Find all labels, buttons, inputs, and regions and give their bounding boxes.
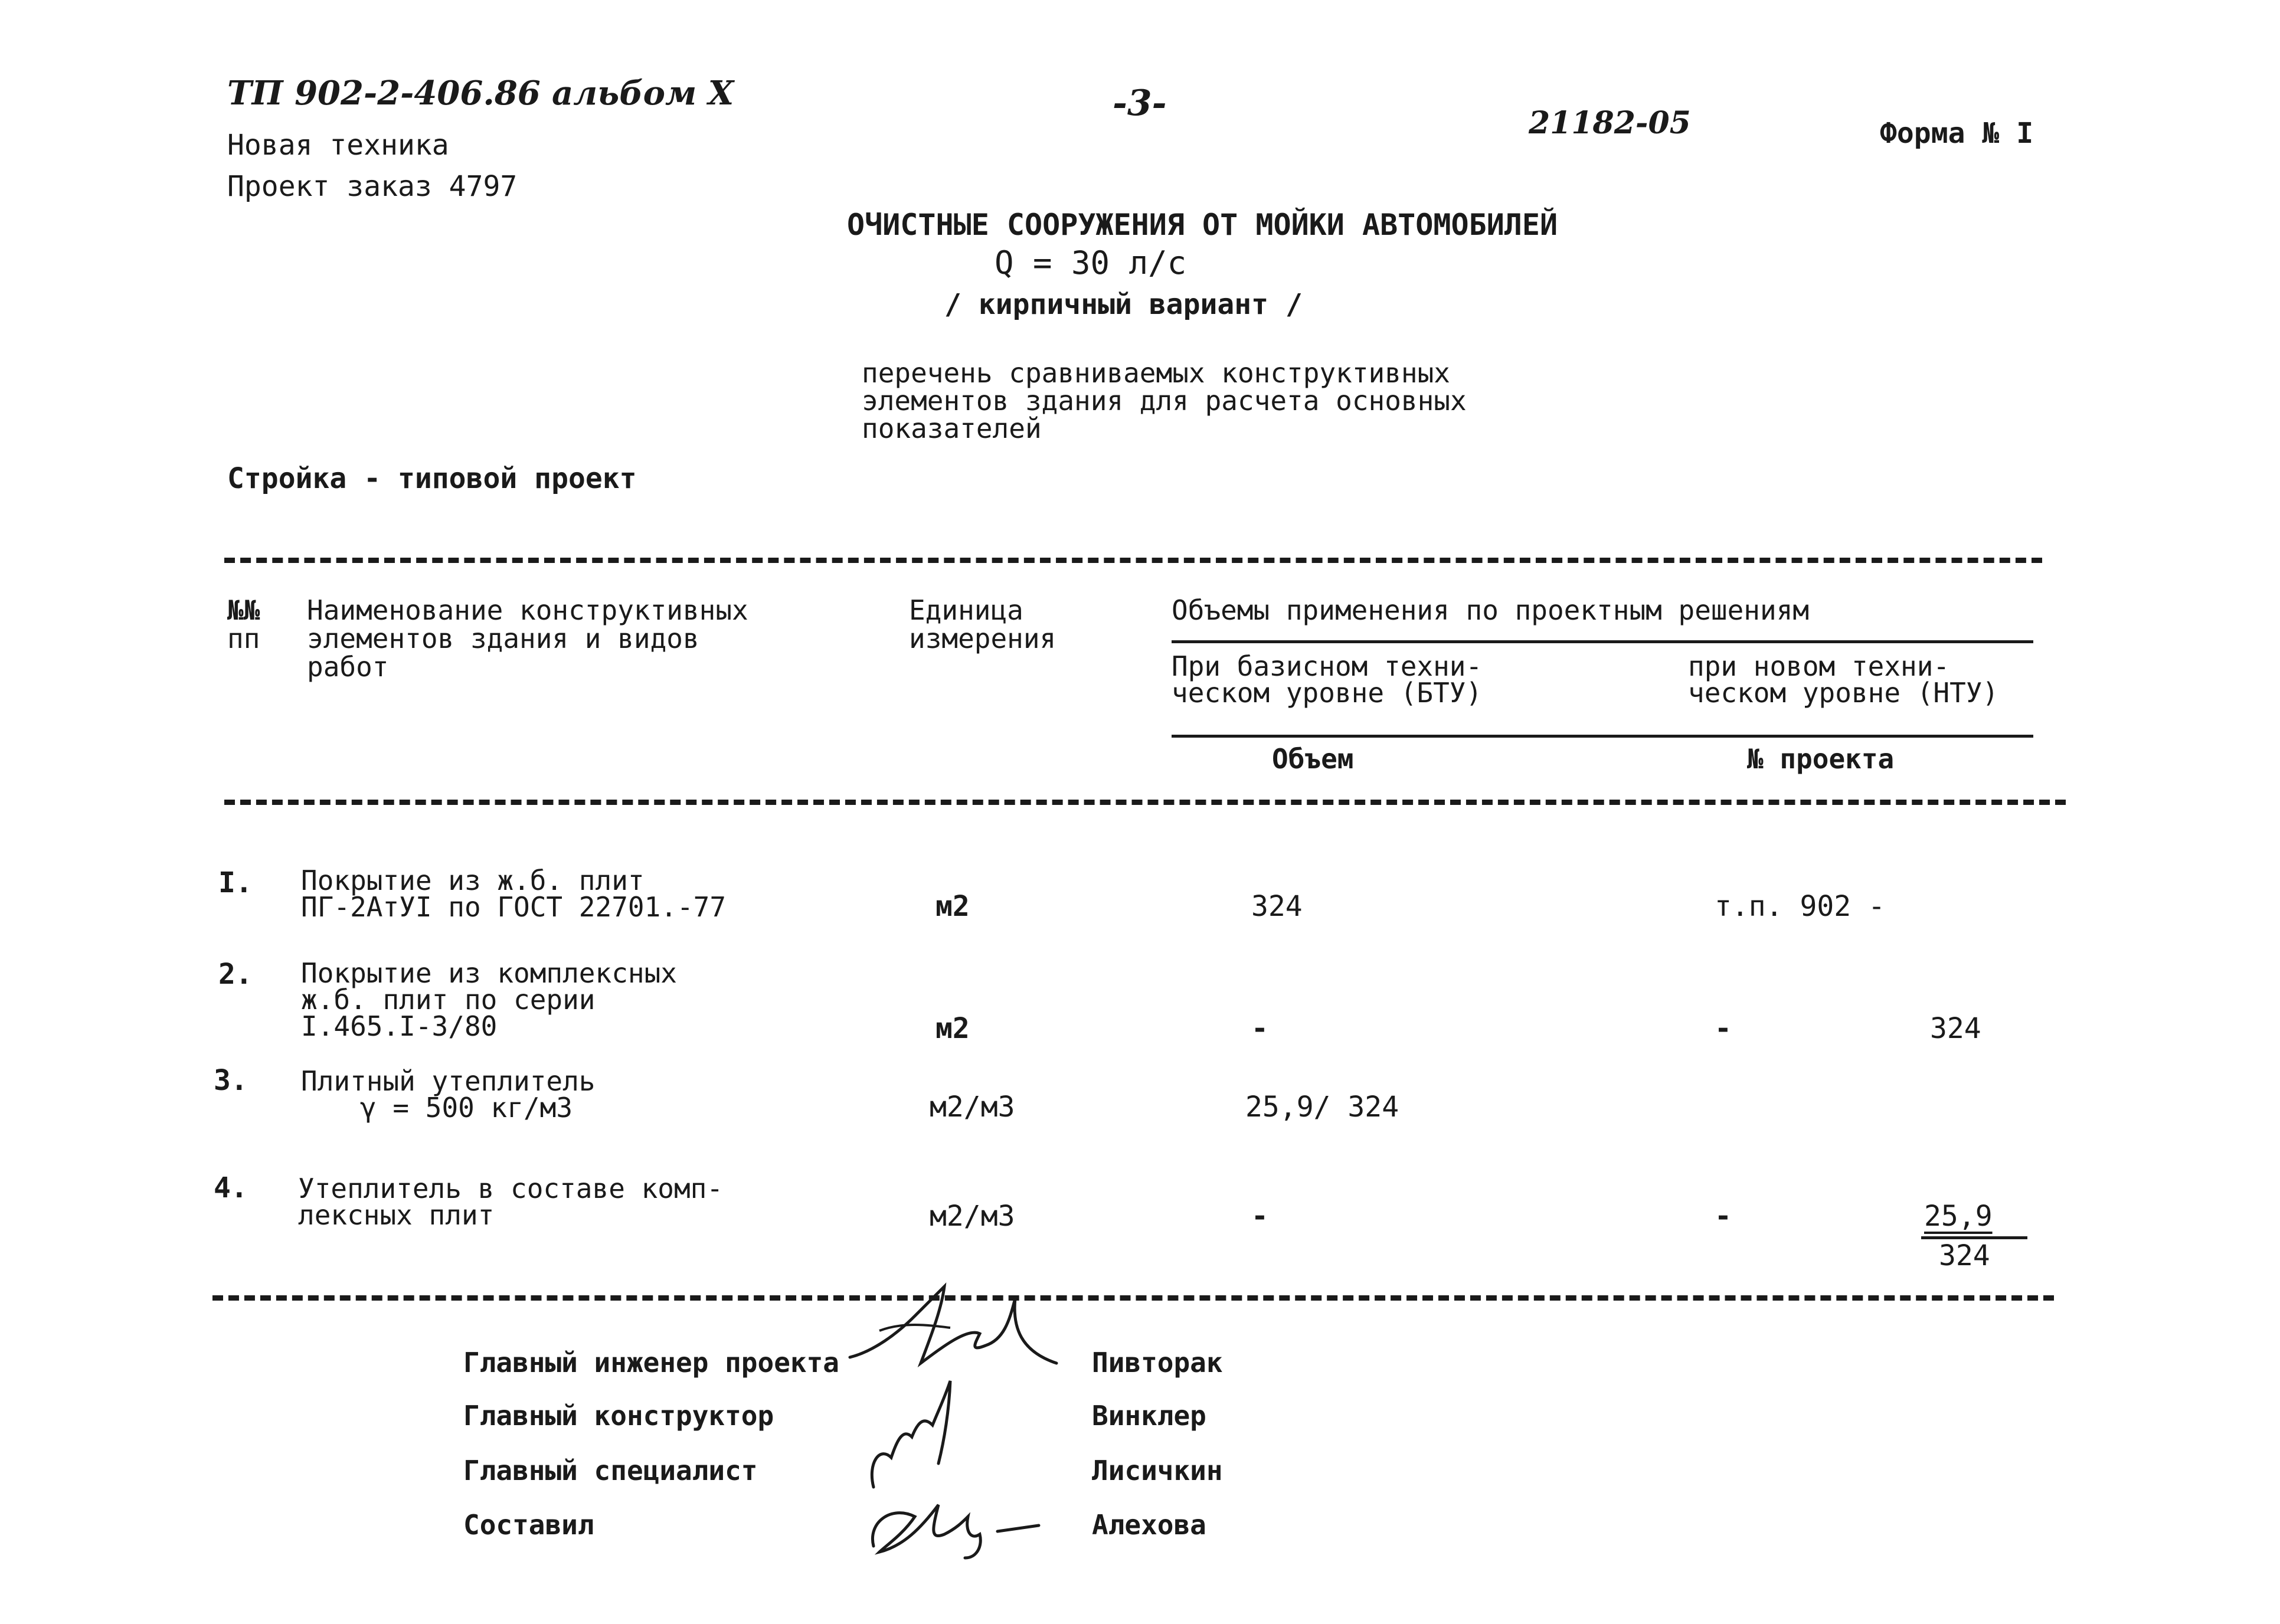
- sub-project: № проекта: [1747, 743, 1895, 775]
- subheader-rule: [1172, 735, 2033, 738]
- row-1-num: I.: [218, 866, 253, 899]
- col-unit-2: измерения: [909, 623, 1056, 654]
- col-btu-1: При базисном техни-: [1172, 650, 1483, 682]
- row-4-ntu-value-numerator: 25,9: [1924, 1200, 1993, 1233]
- name-chief-specialist: Лисичкин: [1092, 1455, 1223, 1487]
- name-chief-engineer: Пивторак: [1092, 1347, 1223, 1379]
- row-1-btu: 324: [1251, 890, 1303, 923]
- row-2-name-3: I.465.I-3/80: [301, 1010, 498, 1042]
- row-2-name-1: Покрытие из комплексных: [301, 957, 677, 989]
- role-chief-engineer: Главный инженер проекта: [463, 1347, 839, 1379]
- row-2-num: 2.: [218, 958, 253, 991]
- row-4-name-2: лексных плит: [298, 1199, 495, 1231]
- row-4-unit: м2/м3: [930, 1200, 1015, 1233]
- col-unit-1: Единица: [909, 594, 1023, 626]
- flow-rate: Q = 30 л/с: [995, 244, 1187, 281]
- row-2-name-2: ж.б. плит по серии: [301, 984, 596, 1016]
- col-num-2: пп: [227, 623, 260, 654]
- row-4-ntu-value-denominator: 324: [1939, 1239, 1990, 1272]
- sub-volume: Объем: [1272, 743, 1354, 775]
- role-compiled-by: Составил: [463, 1509, 594, 1541]
- site-label: Стройка - типовой проект: [227, 462, 637, 495]
- row-2-ntu-value: 324: [1930, 1012, 1981, 1045]
- row-1-name-1: Покрытие из ж.б. плит: [301, 865, 645, 896]
- name-chief-designer: Винклер: [1092, 1400, 1206, 1432]
- row-4-num: 4.: [214, 1171, 248, 1204]
- row-4-name-1: Утеплитель в составе комп-: [298, 1173, 724, 1204]
- subtitle-line-1: перечень сравниваемых конструктивных: [862, 357, 1450, 389]
- row-3-unit: м2/м3: [930, 1091, 1015, 1124]
- volumes-rule: [1172, 640, 2033, 643]
- row-3-btu: 25,9/ 324: [1245, 1091, 1399, 1124]
- col-ntu-2: ческом уровне (НТУ): [1688, 677, 1999, 709]
- album-label: альбом X: [552, 74, 734, 113]
- row-2-unit: м2: [935, 1012, 970, 1045]
- doc-code: ТП 902-2-406.86: [227, 74, 541, 113]
- row-3-num: 3.: [214, 1064, 248, 1097]
- page-number: -3-: [1113, 83, 1167, 124]
- row-1-unit: м2: [935, 890, 970, 923]
- form-label: Форма № I: [1880, 117, 2034, 150]
- signature-chief-designer-icon: [856, 1375, 974, 1493]
- row-2-ntu-project: -: [1715, 1012, 1732, 1045]
- table-bottom-rule: [212, 1295, 2054, 1301]
- col-name-3: работ: [307, 651, 389, 683]
- signature-compiled-by-icon: [862, 1481, 1051, 1564]
- doc-title: ОЧИСТНЫЕ СООРУЖЕНИЯ ОТ МОЙКИ АВТОМОБИЛЕЙ: [847, 208, 1558, 242]
- row-1-name-2: ПГ-2АтУI по ГОСТ 22701.-77: [301, 891, 727, 923]
- signature-chief-engineer-icon: [826, 1275, 1074, 1381]
- col-ntu-1: при новом техни-: [1688, 650, 1950, 682]
- col-name-1: Наименование конструктивных: [307, 594, 748, 626]
- row-3-name-2: γ = 500 кг/м3: [360, 1092, 573, 1124]
- col-name-2: элементов здания и видов: [307, 623, 699, 654]
- row-4-btu: -: [1251, 1200, 1268, 1233]
- role-chief-specialist: Главный специалист: [463, 1455, 758, 1487]
- table-top-rule: [224, 558, 2042, 563]
- row-1-ntu-project: т.п. 902 -: [1715, 890, 1885, 923]
- subtitle-line-3: показателей: [862, 412, 1042, 444]
- org-line-2: Проект заказ 4797: [227, 170, 518, 203]
- col-num-1: №№: [227, 594, 260, 626]
- variant-label: / кирпичный вариант /: [944, 288, 1303, 321]
- subtitle-line-2: элементов здания для расчета основных: [862, 385, 1467, 417]
- role-chief-designer: Главный конструктор: [463, 1400, 774, 1432]
- row-2-btu: -: [1251, 1012, 1268, 1045]
- col-btu-2: ческом уровне (БТУ): [1172, 677, 1483, 709]
- name-compiled-by: Алехова: [1092, 1509, 1206, 1541]
- row-3-name-1: Плитный утеплитель: [301, 1065, 596, 1097]
- registration-number: 21182-05: [1529, 105, 1691, 141]
- col-volumes: Объемы применения по проектным решениям: [1172, 594, 1810, 626]
- org-line-1: Новая техника: [227, 129, 449, 162]
- row-4-ntu-project: -: [1715, 1200, 1732, 1233]
- table-header-bottom-rule: [224, 800, 2066, 805]
